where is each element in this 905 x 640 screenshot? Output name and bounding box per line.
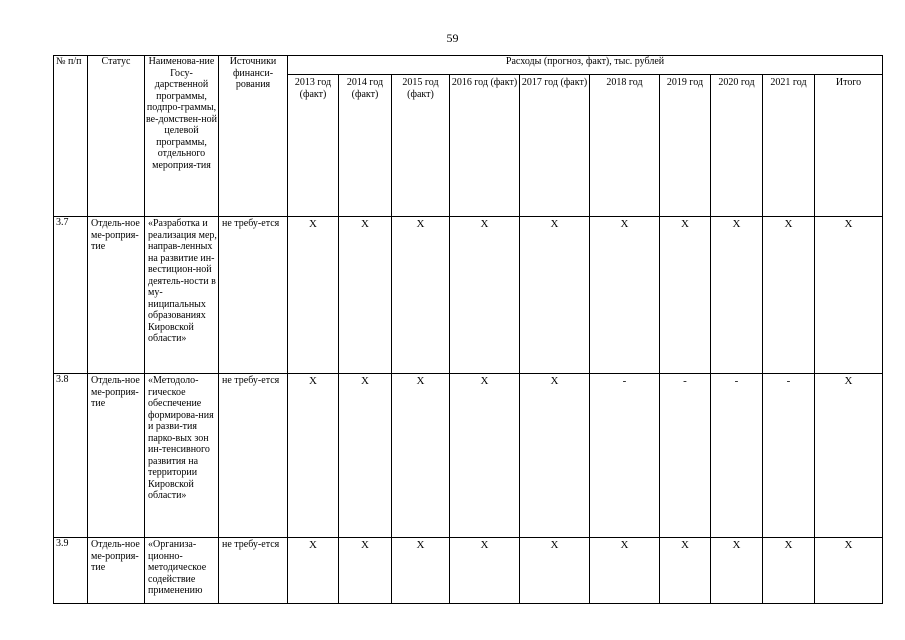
row-value: X: [392, 538, 450, 604]
expenses-table: [53, 55, 883, 604]
row-status: Отдель-ное ме-роприя-тие: [88, 374, 145, 538]
row-value: X: [520, 374, 590, 538]
row-value: X: [711, 538, 763, 604]
table-row: [54, 538, 883, 604]
col-header-expenses: Расходы (прогноз, факт), тыс. рублей: [288, 56, 883, 75]
row-value: X: [288, 374, 339, 538]
row-number: 3.7: [54, 217, 88, 374]
table-row: [54, 374, 883, 538]
col-header-source: Источники финанси-рования: [219, 56, 288, 217]
col-header-year: 2020 год: [711, 75, 763, 217]
table-row: [54, 217, 883, 374]
row-value: X: [288, 217, 339, 374]
row-status: Отдель-ное ме-роприя-тие: [88, 538, 145, 604]
row-value: X: [660, 538, 711, 604]
col-header-year: 2014 год (факт): [339, 75, 392, 217]
col-header-year: 2013 год (факт): [288, 75, 339, 217]
col-header-year: 2018 год: [590, 75, 660, 217]
row-name: «Разработка и реализация мер, направ-ленных на развитие ин-вестицион-ной деятель-ности в му-ниципальных образованиях Кировской области»: [145, 217, 219, 374]
row-value: X: [288, 538, 339, 604]
row-value: X: [339, 374, 392, 538]
row-status: Отдель-ное ме-роприя-тие: [88, 217, 145, 374]
row-value: X: [450, 374, 520, 538]
row-value: X: [392, 374, 450, 538]
row-value: X: [590, 217, 660, 374]
row-value: -: [590, 374, 660, 538]
row-name: «Методоло-гическое обеспечение формирова-ния и разви-тия парко-вых зон ин-тенсивного развития на территории Кировской области»: [145, 374, 219, 538]
col-header-year: 2021 год: [763, 75, 815, 217]
row-value: X: [520, 217, 590, 374]
row-number: 3.9: [54, 538, 88, 604]
row-value: X: [450, 538, 520, 604]
row-value: X: [520, 538, 590, 604]
col-header-year: 2015 год (факт): [392, 75, 450, 217]
col-header-num: № п/п: [54, 56, 88, 217]
row-value: X: [590, 538, 660, 604]
row-name: «Организа-ционно-методическое содействие применению: [145, 538, 219, 604]
col-header-total: Итого: [815, 75, 883, 217]
col-header-year: 2016 год (факт): [450, 75, 520, 217]
row-value: X: [711, 217, 763, 374]
row-value: X: [815, 374, 883, 538]
row-value: X: [763, 538, 815, 604]
row-value: X: [660, 217, 711, 374]
col-header-status: Статус: [88, 56, 145, 217]
row-source: не требу-ется: [219, 217, 288, 374]
row-number: 3.8: [54, 374, 88, 538]
col-header-name: Наименова-ние Госу-дарственной программы, подпро-граммы, ве-домствен-ной целевой программы, отдельного мероприя-тия: [145, 56, 219, 217]
row-value: -: [660, 374, 711, 538]
row-value: -: [763, 374, 815, 538]
row-value: -: [711, 374, 763, 538]
page-number: 59: [446, 31, 459, 45]
row-value: X: [450, 217, 520, 374]
col-header-year: 2017 год (факт): [520, 75, 590, 217]
row-value: X: [339, 538, 392, 604]
row-value: X: [815, 217, 883, 374]
row-source: не требу-ется: [219, 538, 288, 604]
row-value: X: [815, 538, 883, 604]
col-header-year: 2019 год: [660, 75, 711, 217]
row-value: X: [392, 217, 450, 374]
row-value: X: [763, 217, 815, 374]
row-value: X: [339, 217, 392, 374]
header-row-top: [54, 56, 883, 75]
row-source: не требу-ется: [219, 374, 288, 538]
